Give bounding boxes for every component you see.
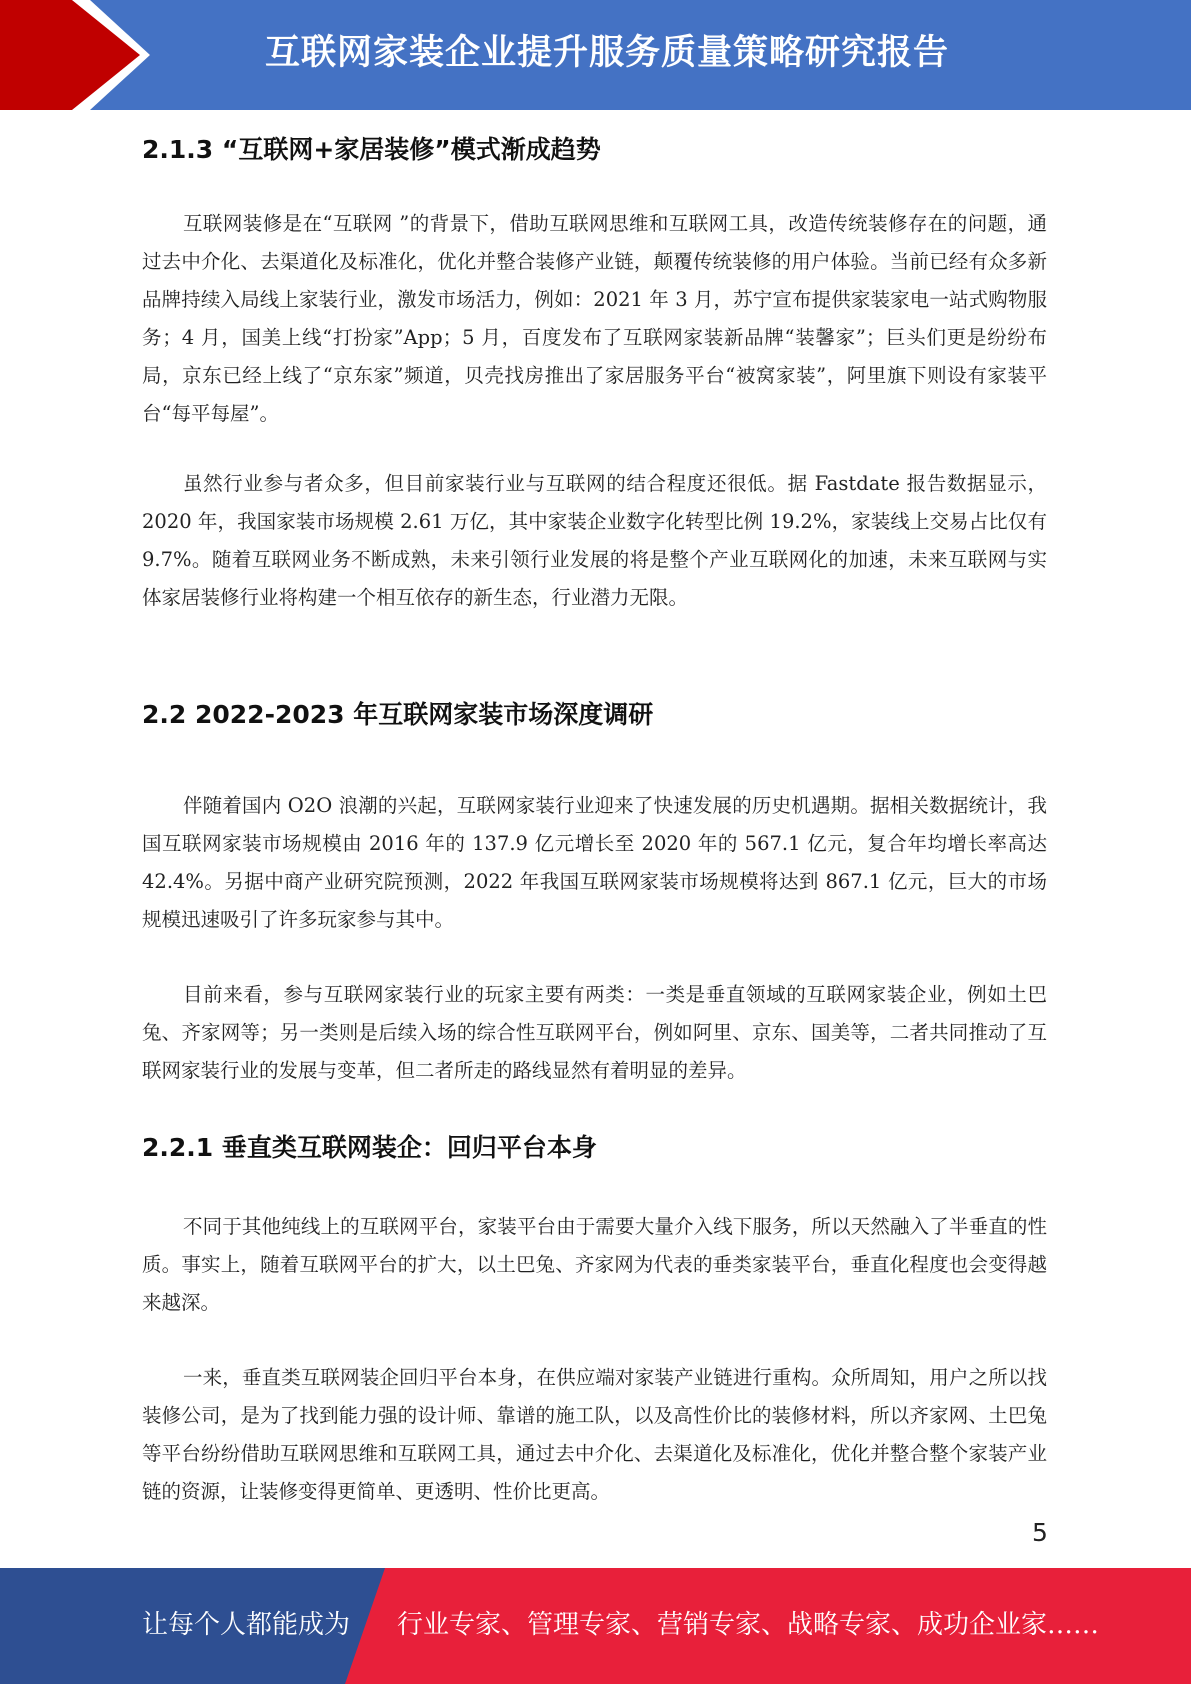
paragraph: 伴随着国内 O2O 浪潮的兴起，互联网家装行业迎来了快速发展的历史机遇期。据相关数据统计，我国互联网家装市场规模由 2016 年的 137.9 亿元增长至 2020 年的 567.1 亿元，复合年均增长率高达 42.4%。另据中商产业研究院预测，2022 年我国互联网家装市场规模将达到 867.1 亿元，巨大的市场规模迅速吸引了许多玩家参与其中。 <box>142 794 1047 931</box>
section-heading-2-2-1: 2.2.1 垂直类互联网装企：回归平台本身 <box>142 1133 597 1162</box>
section-heading-2-1-3: 2.1.3 “互联网+家居装修”模式渐成趋势 <box>142 135 601 164</box>
paragraph: 不同于其他纯线上的互联网平台，家装平台由于需要大量介入线下服务，所以天然融入了半垂直的性质。事实上，随着互联网平台的扩大，以土巴兔、齐家网为代表的垂类家装平台，垂直化程度也会变得越来越深。 <box>142 1215 1047 1314</box>
paragraph: 互联网装修是在“互联网 ”的背景下，借助互联网思维和互联网工具，改造传统装修存在的问题，通过去中介化、去渠道化及标准化，优化并整合装修产业链，颠覆传统装修的用户体验。当前已经有众多新品牌持续入局线上家装行业，激发市场活力，例如：2021 年 3 月，苏宁宣布提供家装家电一站式购物服务；4 月，国美上线“打扮家”App；5 月，百度发布了互联网家装新品牌“装馨家”；巨头们更是纷纷布局，京东已经上线了“京东家”频道，贝壳找房推出了家居服务平台“被窝家装”，阿里旗下则设有家装平台“每平每屋”。 <box>142 212 1047 425</box>
page-header <box>0 0 1191 110</box>
page-footer <box>0 1568 1191 1684</box>
footer-slogan-left: 让每个人都能成为 <box>142 1610 351 1640</box>
paragraph: 目前来看，参与互联网家装行业的玩家主要有两类：一类是垂直领域的互联网家装企业，例如土巴兔、齐家网等；另一类则是后续入场的综合性互联网平台，例如阿里、京东、国美等，二者共同推动了互联网家装行业的发展与变革，但二者所走的路线显然有着明显的差异。 <box>142 983 1047 1082</box>
report-title: 互联网家装企业提升服务质量策略研究报告 <box>265 33 950 73</box>
footer-slogan-right: 行业专家、管理专家、营销专家、战略专家、成功企业家…… <box>397 1610 1100 1640</box>
paragraph: 一来，垂直类互联网装企回归平台本身，在供应端对家装产业链进行重构。众所周知，用户之所以找装修公司，是为了找到能力强的设计师、靠谱的施工队，以及高性价比的装修材料，所以齐家网、土巴兔等平台纷纷借助互联网思维和互联网工具，通过去中介化、去渠道化及标准化，优化并整合整个家装产业链的资源，让装修变得更简单、更透明、性价比更高。 <box>142 1366 1047 1503</box>
page-number: 5 <box>1032 1518 1048 1547</box>
header-arrow-decoration <box>0 0 160 110</box>
paragraph: 虽然行业参与者众多，但目前家装行业与互联网的结合程度还很低。据 Fastdate 报告数据显示，2020 年，我国家装市场规模 2.61 万亿，其中家装企业数字化转型比例 19.2%，家装线上交易占比仅有 9.7%。随着互联网业务不断成熟，未来引领行业发展的将是整个产业互联网化的加速，未来互联网与实体家居装修行业将构建一个相互依存的新生态，行业潜力无限。 <box>142 472 1047 609</box>
section-heading-2-2: 2.2 2022-2023 年互联网家装市场深度调研 <box>142 700 654 729</box>
